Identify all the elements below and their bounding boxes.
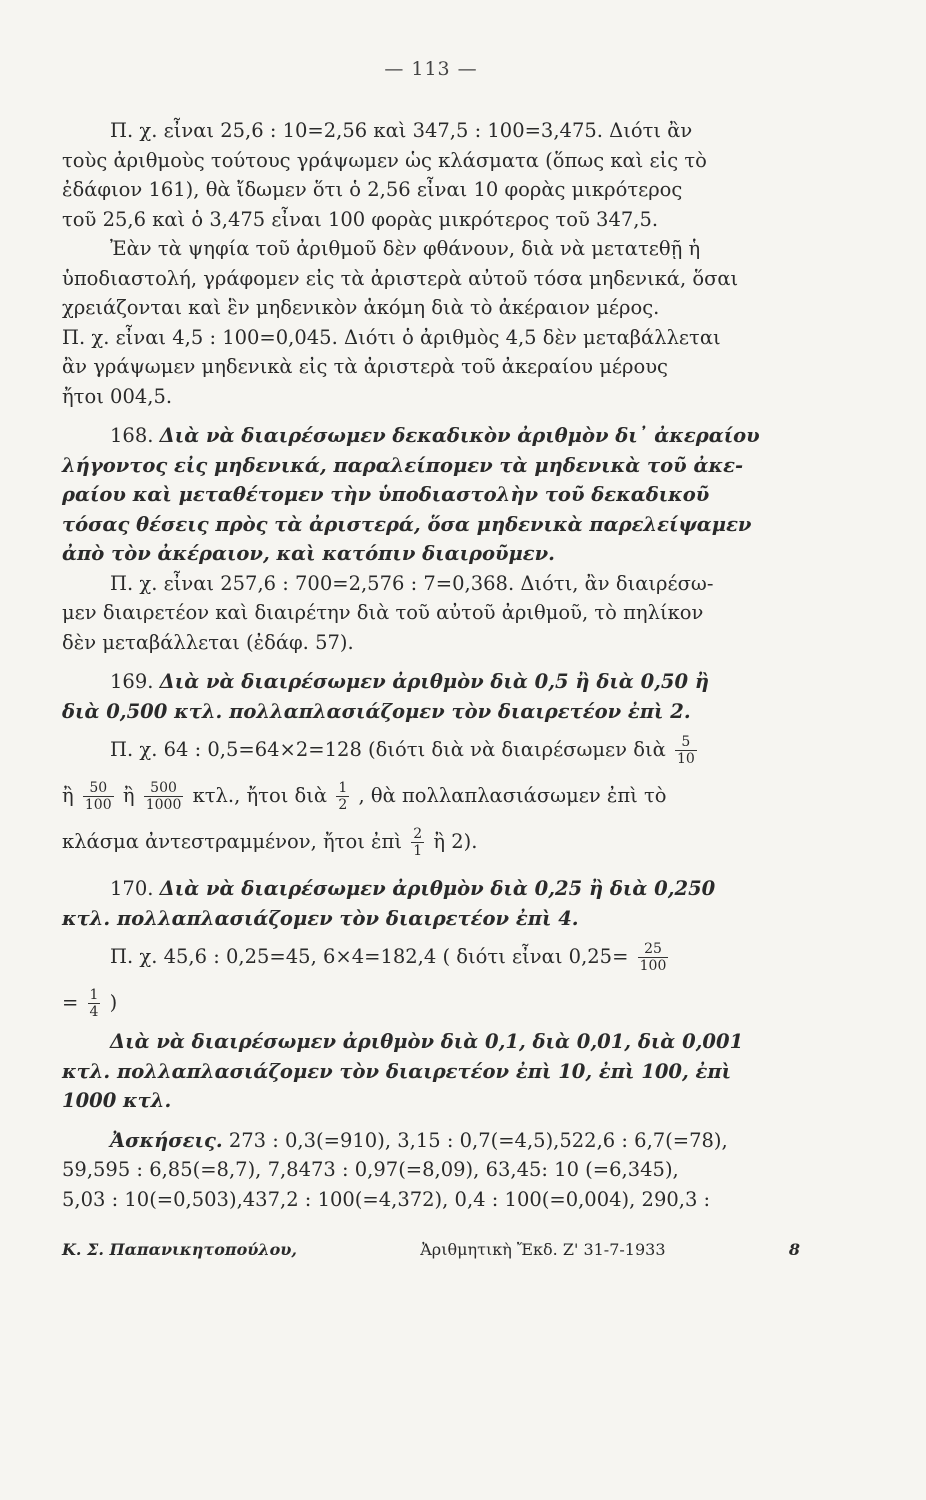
exercises-label: Ἀσκήσεις.: [110, 1128, 223, 1152]
numerator: 2: [413, 826, 423, 842]
line: τοῦ 25,6 καὶ ὁ 3,475 εἶναι 100 φορὰς μικρότερος τοῦ 347,5.: [62, 207, 659, 231]
text: ): [109, 991, 118, 1014]
line: Π. χ. εἶναι 4,5 : 100=0,045. Διότι ὁ ἀριθμὸς 4,5 δὲν μεταβάλλεται: [62, 325, 721, 349]
line: χρειάζονται καὶ ἓν μηδενικὸν ἀκόμη διὰ τὸ ἀκέραιον μέρος.: [62, 296, 660, 319]
example-line: [62, 935, 800, 979]
text: Π. χ. 64 : 0,5=64×2=128 (διότι διὰ νὰ διαιρέσωμεν διὰ: [110, 738, 666, 761]
text: ἢ: [62, 784, 74, 807]
text: 273 : 0,3(=910), 3,15 : 0,7(=4,5),522,6 : 6,7(=78),: [228, 1128, 728, 1152]
denominator: 4: [89, 1004, 99, 1020]
example-line: [62, 981, 800, 1025]
numerator: 500: [144, 780, 184, 797]
denominator: 2: [338, 797, 348, 813]
fraction: [675, 734, 697, 767]
footer-title: Ἀριθμητικὴ Ἔκδ. Ζ' 31-7-1933: [420, 1240, 666, 1259]
fraction: [336, 780, 349, 813]
section-number: 170.: [110, 877, 154, 900]
exercises: [62, 1126, 800, 1156]
page: [62, 58, 800, 1259]
page-number: — 113 —: [384, 58, 478, 80]
footer-signature: 8: [788, 1240, 800, 1259]
rule-text: Διὰ νὰ διαιρέσωμεν ἀριθμὸν διὰ 0,5 ἢ διὰ 0,50 ἢ: [159, 670, 710, 693]
example-line: [62, 728, 800, 772]
fraction: [144, 780, 184, 813]
line: ἐδάφιον 161), θὰ ἴδωμεν ὅτι ὁ 2,56 εἶναι 10 φορὰς μικρότερος: [62, 178, 683, 201]
line: ἂν γράψωμεν μηδενικὰ εἰς τὰ ἀριστερὰ τοῦ ἀκεραίου μέρους: [62, 355, 668, 378]
section-number: 168.: [110, 424, 154, 447]
rule-text: διὰ 0,500 κτλ. πολλαπλασιάζομεν τὸν διαιρετέον ἐπὶ 2.: [62, 699, 691, 723]
rule-text: ραίου καὶ μεταθέτομεν τὴν ὑποδιαστολὴν τοῦ δεκαδικοῦ: [62, 483, 710, 506]
text: κτλ., ἤτοι διὰ: [192, 784, 328, 807]
denominator: 100: [639, 958, 667, 974]
denominator: 10: [676, 751, 695, 767]
rule-text: 1000 κτλ.: [62, 1089, 172, 1112]
fraction: [83, 780, 114, 813]
text: ἢ: [122, 784, 135, 807]
rule-text: ἀπὸ τὸν ἀκέραιον, καὶ κατόπιν διαιροῦμεν.: [62, 542, 555, 565]
rule-text: λήγοντος εἰς μηδενικά, παραλείπομεν τὰ μηδενικὰ τοῦ ἀκε-: [62, 453, 744, 477]
example-line: [62, 820, 800, 864]
denominator: 100: [84, 797, 112, 813]
rule-text: Διὰ νὰ διαιρέσωμεν δεκαδικὸν ἀριθμὸν δι᾽ ἀκεραίου: [159, 424, 760, 447]
line: ὑποδιαστολή, γράφομεν εἰς τὰ ἀριστερὰ αὐτοῦ τόσα μηδενικά, ὅσαι: [62, 266, 739, 290]
rule-text: Διὰ νὰ διαιρέσωμεν ἀριθμὸν διὰ 0,1, διὰ 0,01, διὰ 0,001: [110, 1030, 744, 1053]
section-170: [62, 874, 800, 904]
line: Π. χ. εἶναι 257,6 : 700=2,576 : 7=0,368. Διότι, ἂν διαιρέσω-: [110, 571, 714, 595]
numerator: 5: [675, 734, 697, 751]
line: 59,595 : 6,85(=8,7), 7,8473 : 0,97(=8,09), 63,45: 10 (=6,345),: [62, 1158, 679, 1181]
line: Π. χ. εἶναι 25,6 : 10=2,56 καὶ 347,5 : 100=3,475. Διότι ἂν: [110, 119, 693, 142]
fraction: [88, 987, 101, 1020]
section-168: [62, 421, 800, 451]
text: Π. χ. 45,6 : 0,25=45, 6×4=182,4 ( διότι εἶναι 0,25=: [110, 945, 629, 968]
numerator: 1: [338, 780, 348, 796]
footer-author: Κ. Σ. Παπανικητοπούλου,: [62, 1240, 297, 1259]
rule-text: κτλ. πολλαπλασιάζομεν τὸν διαιρετέον ἐπὶ 10, ἐπὶ 100, ἐπὶ: [62, 1059, 732, 1083]
fraction: [638, 941, 669, 974]
rule-text: κτλ. πολλαπλασιάζομεν τὸν διαιρετέον ἐπὶ 4.: [62, 906, 579, 930]
text: =: [62, 991, 79, 1014]
line: ἤτοι 004,5.: [62, 384, 173, 408]
line: μεν διαιρετέον καὶ διαιρέτην διὰ τοῦ αὐτοῦ ἀριθμοῦ, τὸ πηλίκον: [62, 601, 704, 624]
fraction: [411, 826, 424, 859]
denominator: 1000: [145, 797, 182, 813]
numerator: 1: [89, 987, 99, 1003]
text: ἢ 2).: [433, 830, 478, 853]
line: τοὺς ἀριθμοὺς τούτους γράψωμεν ὡς κλάσματα (ὅπως καὶ εἰς τὸ: [62, 148, 707, 172]
numerator: 25: [638, 941, 669, 958]
section-number: 169.: [110, 670, 154, 693]
line: 5,03 : 10(=0,503),437,2 : 100(=4,372), 0,4 : 100(=0,004), 290,3 :: [62, 1187, 711, 1211]
example-line: [62, 774, 800, 818]
line: δὲν μεταβάλλεται (ἐδάφ. 57).: [62, 630, 354, 654]
page-footer: [62, 1240, 800, 1259]
denominator: 1: [413, 843, 423, 859]
section-169: [62, 667, 800, 697]
text: , θὰ πολλαπλασιάσωμεν ἐπὶ τὸ: [358, 784, 667, 807]
rule-text: τόσας θέσεις πρὸς τὰ ἀριστερά, ὅσα μηδενικὰ παρελείψαμεν: [62, 512, 752, 536]
numerator: 50: [83, 780, 114, 797]
line: Ἐὰν τὰ ψηφία τοῦ ἀριθμοῦ δὲν φθάνουν, διὰ νὰ μετατεθῇ ἡ: [110, 237, 701, 260]
rule-text: Διὰ νὰ διαιρέσωμεν ἀριθμὸν διὰ 0,25 ἢ διὰ 0,250: [159, 877, 716, 900]
text: κλάσμα ἀντεστραμμένον, ἤτοι ἐπὶ: [62, 830, 402, 853]
